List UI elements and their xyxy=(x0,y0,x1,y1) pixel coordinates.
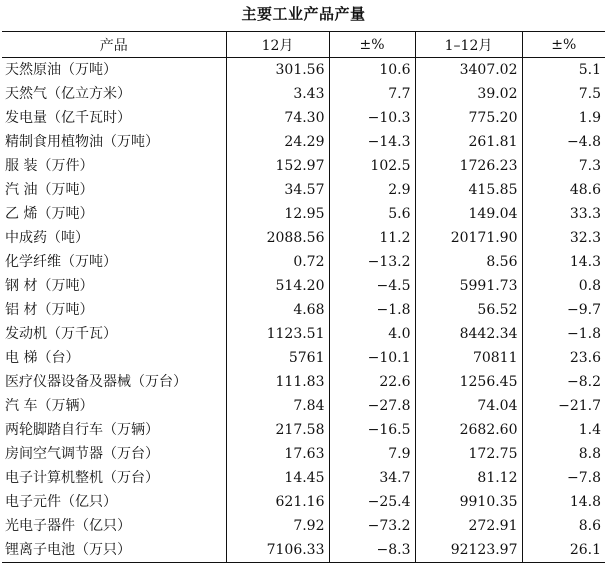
cell-year-to-date: 149.04 xyxy=(415,202,522,226)
table-row xyxy=(2,226,605,250)
cell-product: 天然气（亿立方米） xyxy=(5,86,131,102)
table-row xyxy=(2,274,605,298)
cell-product: 发动机（万千瓦） xyxy=(5,326,117,342)
cell-december: 4.68 xyxy=(226,298,329,322)
cell-year-to-date: 172.75 xyxy=(415,442,522,466)
cell-product: 电子元件（亿只） xyxy=(5,494,117,510)
cell-year-change: 7.3 xyxy=(522,154,605,178)
cell-product: 房间空气调节器（万台） xyxy=(5,446,159,462)
cell-december-change: −4.5 xyxy=(329,274,415,298)
table-row xyxy=(2,538,605,563)
table-row xyxy=(2,514,605,538)
table-body xyxy=(2,58,605,563)
cell-year-change: 7.5 xyxy=(522,82,605,106)
cell-product: 电子计算机整机（万台） xyxy=(5,470,159,486)
cell-year-to-date: 92123.97 xyxy=(415,538,522,563)
cell-december-change: −13.2 xyxy=(329,250,415,274)
cell-product: 铝 材（万吨） xyxy=(5,302,94,318)
cell-year-to-date: 1256.45 xyxy=(415,370,522,394)
cell-product: 汽 油（万吨） xyxy=(5,182,94,198)
header-december-change: ±% xyxy=(329,32,415,58)
table-row xyxy=(2,418,605,442)
cell-december-change: −1.8 xyxy=(329,298,415,322)
cell-year-to-date: 2682.60 xyxy=(415,418,522,442)
table-row xyxy=(2,106,605,130)
cell-product: 汽 车（万辆） xyxy=(5,398,94,414)
cell-year-change: 1.9 xyxy=(522,106,605,130)
table-row xyxy=(2,178,605,202)
cell-december-change: 7.9 xyxy=(329,442,415,466)
cell-year-change: −4.8 xyxy=(522,130,605,154)
cell-product: 化学纤维（万吨） xyxy=(5,254,117,270)
header-year-change: ±% xyxy=(522,32,605,58)
cell-year-change: 8.6 xyxy=(522,514,605,538)
cell-december-change: −25.4 xyxy=(329,490,415,514)
cell-year-change: −1.8 xyxy=(522,322,605,346)
table-row xyxy=(2,82,605,106)
cell-year-change: 32.3 xyxy=(522,226,605,250)
cell-product: 钢 材（万吨） xyxy=(5,278,94,294)
cell-december-change: 22.6 xyxy=(329,370,415,394)
cell-december: 111.83 xyxy=(226,370,329,394)
cell-december: 621.16 xyxy=(226,490,329,514)
cell-year-change: 33.3 xyxy=(522,202,605,226)
cell-year-to-date: 3407.02 xyxy=(415,58,522,83)
cell-december: 7.84 xyxy=(226,394,329,418)
table-row xyxy=(2,154,605,178)
production-table xyxy=(2,31,605,563)
cell-year-to-date: 261.81 xyxy=(415,130,522,154)
cell-december: 5761 xyxy=(226,346,329,370)
table-row xyxy=(2,202,605,226)
cell-december: 152.97 xyxy=(226,154,329,178)
cell-product: 锂离子电池（万只） xyxy=(2,538,226,563)
cell-year-change: −21.7 xyxy=(522,394,605,418)
table-row xyxy=(2,298,605,322)
cell-year-to-date: 272.91 xyxy=(415,514,522,538)
table-row xyxy=(2,346,605,370)
table-row xyxy=(2,250,605,274)
cell-year-to-date: 415.85 xyxy=(415,178,522,202)
table-row xyxy=(2,466,605,490)
cell-year-to-date: 74.04 xyxy=(415,394,522,418)
cell-december: 14.45 xyxy=(226,466,329,490)
table-row xyxy=(2,322,605,346)
cell-product: 中成药（吨） xyxy=(5,230,89,246)
cell-year-change: 0.8 xyxy=(522,274,605,298)
cell-year-change: 26.1 xyxy=(522,538,605,563)
cell-year-to-date: 20171.90 xyxy=(415,226,522,250)
cell-year-to-date: 56.52 xyxy=(415,298,522,322)
cell-year-change: 8.8 xyxy=(522,442,605,466)
header-row xyxy=(2,32,605,58)
cell-december-change: 7.7 xyxy=(329,82,415,106)
cell-year-to-date: 1726.23 xyxy=(415,154,522,178)
cell-year-to-date: 775.20 xyxy=(415,106,522,130)
cell-year-to-date: 5991.73 xyxy=(415,274,522,298)
cell-december-change: −8.3 xyxy=(329,538,415,563)
header-year-to-date: 1–12月 xyxy=(415,32,522,58)
cell-december: 2088.56 xyxy=(226,226,329,250)
header-december: 12月 xyxy=(226,32,329,58)
cell-december: 3.43 xyxy=(226,82,329,106)
cell-december-change: 10.6 xyxy=(329,58,415,83)
cell-december: 34.57 xyxy=(226,178,329,202)
cell-product: 精制食用植物油（万吨） xyxy=(5,134,159,150)
cell-product: 光电子器件（亿只） xyxy=(5,518,131,534)
cell-year-to-date: 81.12 xyxy=(415,466,522,490)
cell-december-change: 102.5 xyxy=(329,154,415,178)
cell-december-change: −10.1 xyxy=(329,346,415,370)
cell-year-change: 1.4 xyxy=(522,418,605,442)
cell-december: 74.30 xyxy=(226,106,329,130)
table-row xyxy=(2,394,605,418)
cell-december: 0.72 xyxy=(226,250,329,274)
cell-december: 17.63 xyxy=(226,442,329,466)
cell-december-change: −27.8 xyxy=(329,394,415,418)
cell-december: 514.20 xyxy=(226,274,329,298)
header-product: 产品 xyxy=(2,32,226,58)
cell-product: 电 梯（台） xyxy=(5,350,80,366)
cell-december: 217.58 xyxy=(226,418,329,442)
cell-december-change: −73.2 xyxy=(329,514,415,538)
table-header xyxy=(2,32,605,58)
cell-year-change: 48.6 xyxy=(522,178,605,202)
table-row xyxy=(2,490,605,514)
cell-december-change: 34.7 xyxy=(329,466,415,490)
cell-year-change: −8.2 xyxy=(522,370,605,394)
cell-year-change: 14.8 xyxy=(522,490,605,514)
cell-december-change: 11.2 xyxy=(329,226,415,250)
cell-december: 7106.33 xyxy=(226,538,329,563)
cell-december-change: −16.5 xyxy=(329,418,415,442)
cell-december-change: 5.6 xyxy=(329,202,415,226)
cell-december-change: 2.9 xyxy=(329,178,415,202)
cell-year-change: 23.6 xyxy=(522,346,605,370)
cell-year-to-date: 8442.34 xyxy=(415,322,522,346)
cell-year-to-date: 9910.35 xyxy=(415,490,522,514)
cell-december-change: −10.3 xyxy=(329,106,415,130)
table-row xyxy=(2,370,605,394)
cell-year-to-date: 39.02 xyxy=(415,82,522,106)
cell-product: 两轮脚踏自行车（万辆） xyxy=(5,422,159,438)
cell-year-change: 5.1 xyxy=(522,58,605,83)
cell-december: 24.29 xyxy=(226,130,329,154)
table-title: 主要工业产品产量 xyxy=(241,5,366,23)
cell-product: 发电量（亿千瓦时） xyxy=(5,110,131,126)
cell-december: 7.92 xyxy=(226,514,329,538)
table-row xyxy=(2,442,605,466)
cell-product: 服 装（万件） xyxy=(5,158,94,174)
cell-year-change: −7.8 xyxy=(522,466,605,490)
cell-product: 乙 烯（万吨） xyxy=(5,206,94,222)
cell-product: 医疗仪器设备及器械（万台） xyxy=(5,374,187,390)
cell-december-change: −14.3 xyxy=(329,130,415,154)
cell-year-to-date: 70811 xyxy=(415,346,522,370)
cell-product: 天然原油（万吨） xyxy=(5,62,117,78)
cell-year-change: 14.3 xyxy=(522,250,605,274)
cell-december: 1123.51 xyxy=(226,322,329,346)
cell-december: 301.56 xyxy=(226,58,329,83)
cell-december: 12.95 xyxy=(226,202,329,226)
cell-year-change: −9.7 xyxy=(522,298,605,322)
table-row xyxy=(2,130,605,154)
cell-december-change: 4.0 xyxy=(329,322,415,346)
table-row xyxy=(2,58,605,83)
cell-year-to-date: 8.56 xyxy=(415,250,522,274)
